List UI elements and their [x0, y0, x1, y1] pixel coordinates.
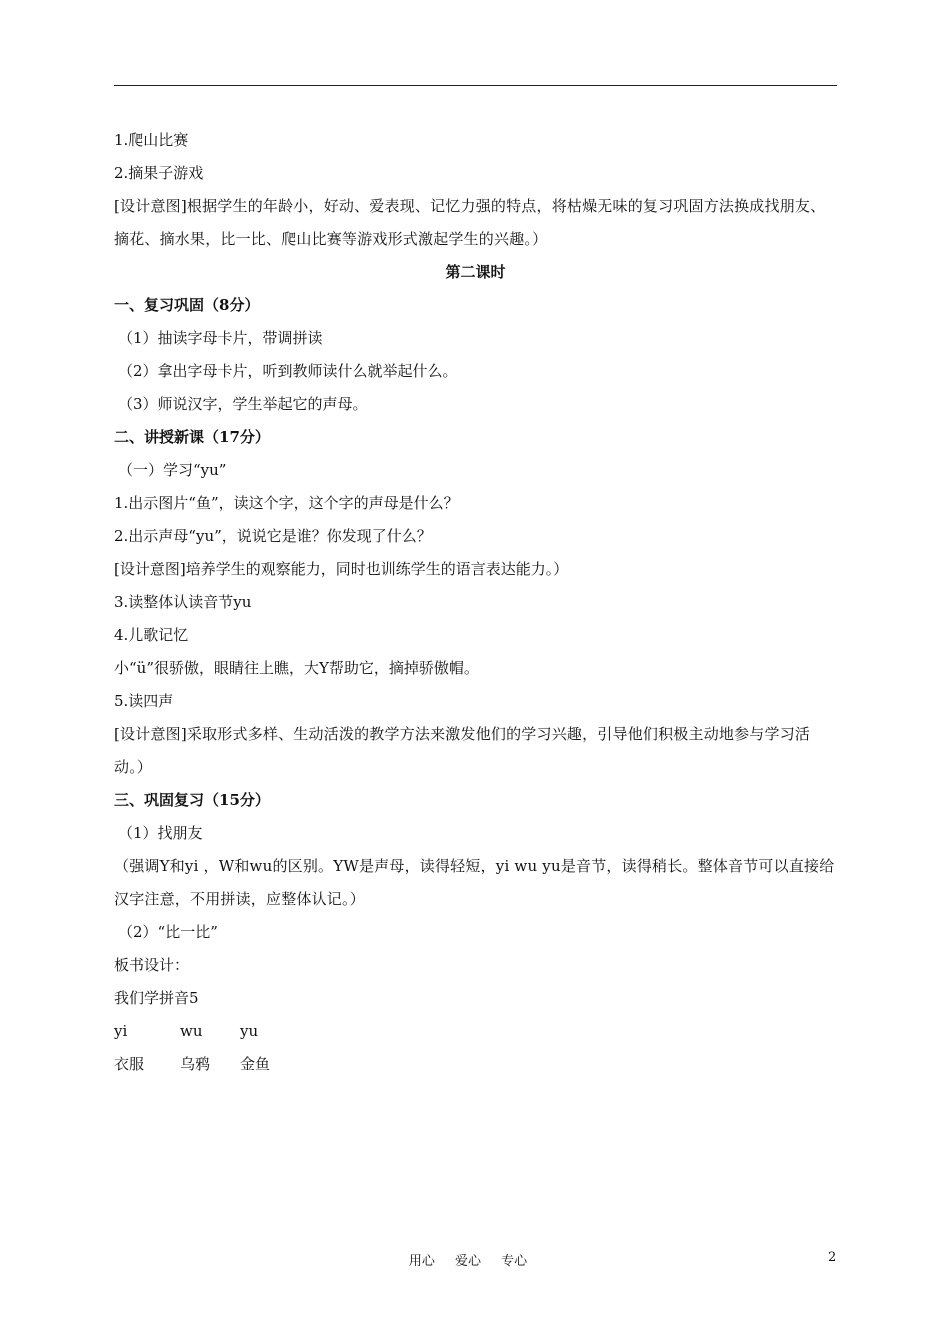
- section-heading: 一、复习巩固（8分）: [114, 296, 260, 314]
- text-line: （2）“比一比”: [118, 923, 218, 941]
- text-line: （3）师说汉字，学生举起它的声母。: [118, 395, 368, 413]
- text-line: （1）抽读字母卡片，带调拼读: [118, 329, 323, 347]
- footer-motto: 用心 爱心 专心: [408, 1254, 528, 1269]
- rhyme-line: 小“ü”很骄傲，眼睛往上瞧，大Y帮助它，摘掉骄傲帽。: [114, 659, 479, 677]
- text-line: 2.出示声母“yu”，说说它是谁？你发现了什么？: [114, 527, 432, 545]
- board-word: 衣服: [114, 1055, 145, 1073]
- note-paragraph: （强调Y和yi ，W和wu的区别。YW是声母，读得轻短，yi wu yu是音节，读得稍长。整体音节可以直接给汉字注意，不用拼读，应整体认记。）: [114, 857, 835, 908]
- text-line: 1.出示图片“鱼”，读这个字，这个字的声母是什么？: [114, 494, 459, 512]
- text-line: 5.读四声: [114, 692, 174, 710]
- board-syllable: yu: [240, 1022, 259, 1040]
- section-title: 第二课时: [445, 263, 506, 281]
- text-line: 1.爬山比赛: [114, 131, 189, 149]
- text-line: 2.摘果子游戏: [114, 164, 204, 182]
- board-word: 乌鸦: [180, 1055, 211, 1073]
- header-rule: [114, 85, 837, 86]
- board-syllable: yi: [114, 1022, 128, 1040]
- page-number: 2: [828, 1250, 837, 1265]
- board-syllable: wu: [180, 1022, 203, 1040]
- text-line: 板书设计：: [114, 956, 190, 974]
- board-words-row: [114, 1048, 837, 1081]
- text-line: 3.读整体认读音节yu: [114, 593, 252, 611]
- design-intent-paragraph: [设计意图]采取形式多样、生动活泼的教学方法来激发他们的学习兴趣，引导他们积极主动地参与学习活动。）: [114, 725, 811, 776]
- board-word: 金鱼: [240, 1055, 271, 1073]
- board-syllables-row: [114, 1015, 837, 1048]
- text-line: （1）找朋友: [118, 824, 203, 842]
- text-line: 我们学拼音5: [114, 989, 199, 1007]
- text-line: 4.儿歌记忆: [114, 626, 189, 644]
- document-body: [114, 124, 837, 1081]
- text-line: （一）学习“yu”: [118, 461, 227, 479]
- design-intent-line: [设计意图]培养学生的观察能力，同时也训练学生的语言表达能力。）: [114, 560, 569, 578]
- section-heading: 三、巩固复习（15分）: [114, 791, 270, 809]
- section-heading: 二、讲授新课（17分）: [114, 428, 270, 446]
- text-line: （2）拿出字母卡片，听到教师读什么就举起什么。: [118, 362, 458, 380]
- design-intent-paragraph: [设计意图]根据学生的年龄小，好动、爱表现、记忆力强的特点，将枯燥无味的复习巩固方法换成找朋友、摘花、摘水果，比一比、爬山比赛等游戏形式激起学生的兴趣。）: [114, 197, 826, 248]
